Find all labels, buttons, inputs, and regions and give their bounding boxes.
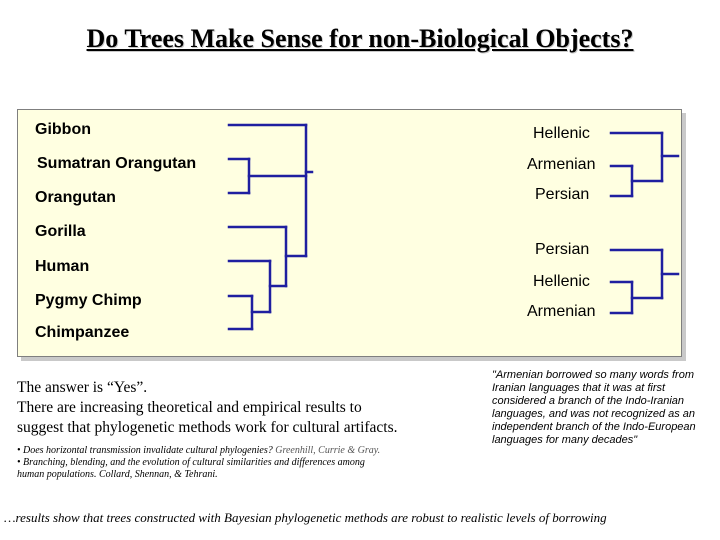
reference-2-line-2: human populations. Collard, Shennan, & Tehrani. <box>17 469 218 480</box>
taxon-gorilla: Gorilla <box>35 223 86 240</box>
lang1-taxon-armenian: Armenian <box>527 156 596 173</box>
lang2-taxon-armenian: Armenian <box>527 303 596 320</box>
answer-line-2: There are increasing theoretical and empirical results to <box>17 399 362 416</box>
lang1-taxon-hellenic: Hellenic <box>533 125 590 142</box>
references <box>17 445 477 481</box>
taxon-pygmy-chimp: Pygmy Chimp <box>35 292 142 309</box>
reference-2-line-1: • Branching, blending, and the evolution of cultural similarities and differences among <box>17 457 365 468</box>
taxon-human: Human <box>35 258 90 275</box>
taxon-chimpanzee: Chimpanzee <box>35 324 130 341</box>
reference-1 <box>17 445 477 457</box>
lang2-taxon-hellenic: Hellenic <box>533 273 590 290</box>
taxon-sumatran-orangutan: Sumatran Orangutan <box>37 155 197 172</box>
lang1-taxon-persian: Persian <box>535 186 590 203</box>
language-tree-2-branches <box>611 250 678 313</box>
reference-1-title: • Does horizontal transmission invalidate cultural phylogenies? <box>17 445 273 456</box>
answer-line-1: The answer is “Yes”. <box>17 379 148 396</box>
footer-conclusion: …results show that trees constructed with Bayesian phylogenetic methods are robust to realistic levels of borrowing <box>4 510 607 525</box>
primate-tree-branches <box>229 125 312 329</box>
reference-1-authors: Greenhill, Currie & Gray. <box>275 445 381 456</box>
taxon-gibbon: Gibbon <box>35 121 91 138</box>
taxon-orangutan: Orangutan <box>35 189 116 206</box>
language-tree-1-branches <box>611 133 678 196</box>
answer-line-3: suggest that phylogenetic methods work for cultural artifacts. <box>17 419 398 436</box>
slide-title: Do Trees Make Sense for non-Biological Objects? <box>86 24 634 53</box>
lang2-taxon-persian: Persian <box>535 241 590 258</box>
answer-text <box>17 378 477 438</box>
armenian-quote: "Armenian borrowed so many words from Iranian languages that it was at first considered a branch of the Indo-Iranian languages, and was not recognized as an independent branch of the Indo-European languages for many decades" <box>492 369 696 446</box>
